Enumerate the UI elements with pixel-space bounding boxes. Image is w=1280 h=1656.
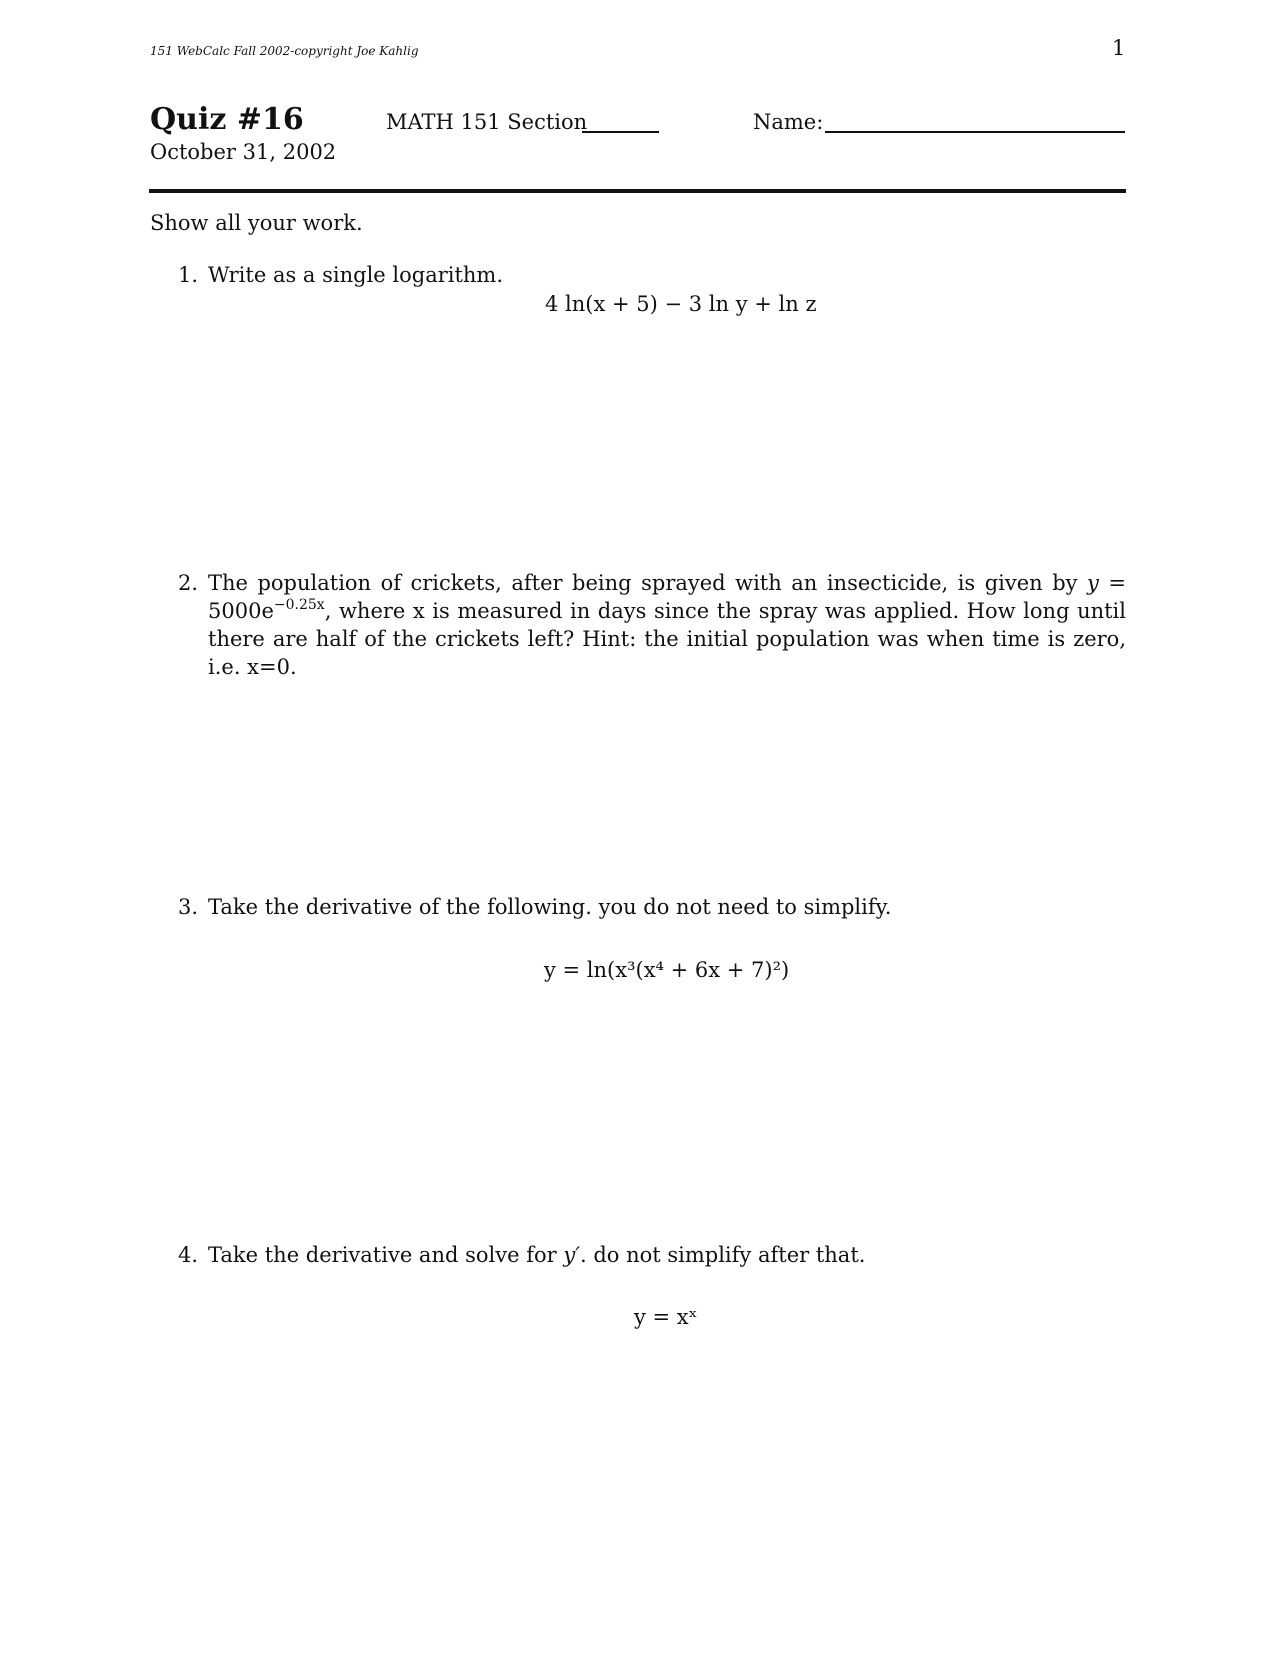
question-text: Take the derivative of the following. you do not need to simplify. <box>208 895 892 919</box>
header-rule <box>149 189 1126 193</box>
math-variable: y <box>1087 571 1099 595</box>
question-text: Write as a single logarithm. <box>208 263 504 287</box>
question-text-part: . do not simplify after that. <box>579 1243 866 1267</box>
quiz-title: Quiz #16 <box>150 102 304 137</box>
running-head: 151 WebCalc Fall 2002-copyright Joe Kahlig <box>150 44 419 58</box>
instructions: Show all your work. <box>150 211 363 235</box>
question-text-part: The population of crickets, after being sprayed with an insecticide, is given by <box>208 571 1088 595</box>
question-4-expression <box>634 1305 698 1329</box>
name-blank-line <box>825 131 1125 133</box>
math-formula-tail: , <box>324 599 332 623</box>
question-1 <box>178 261 1126 289</box>
question-3 <box>178 893 1126 921</box>
question-3-expression <box>544 958 789 982</box>
question-text <box>208 1241 1126 1269</box>
question-number: 3. <box>178 895 199 919</box>
math-formula: = 5000e <box>208 571 1126 623</box>
question-text <box>208 569 1126 681</box>
question-number: 2. <box>178 571 199 595</box>
math-exponent: −0.25x <box>273 597 325 613</box>
section-blank-line <box>582 131 659 133</box>
question-text-part: Take the derivative and solve for <box>208 1243 564 1267</box>
question-1-expression <box>545 292 817 316</box>
math-variable: y′ <box>563 1243 580 1267</box>
question-4 <box>178 1241 1126 1269</box>
question-text-part: where x is measured in days since the spray was applied. How long until there are half of the crickets left? Hint: the initial population was when time is zero, i.e. x=0. <box>208 599 1126 679</box>
name-label: Name: <box>753 110 824 134</box>
math-expression: y = ln(x³(x⁴ + 6x + 7)²) <box>544 958 790 982</box>
question-number: 1. <box>178 263 199 287</box>
section-label: MATH 151 Section <box>386 110 588 134</box>
quiz-date: October 31, 2002 <box>150 140 337 164</box>
question-2 <box>178 569 1126 681</box>
question-number: 4. <box>178 1243 199 1267</box>
math-expression: 4 ln(x + 5) − 3 ln y + ln z <box>545 292 817 316</box>
math-expression: y = xˣ <box>634 1305 698 1329</box>
page-number: 1 <box>1112 36 1126 60</box>
